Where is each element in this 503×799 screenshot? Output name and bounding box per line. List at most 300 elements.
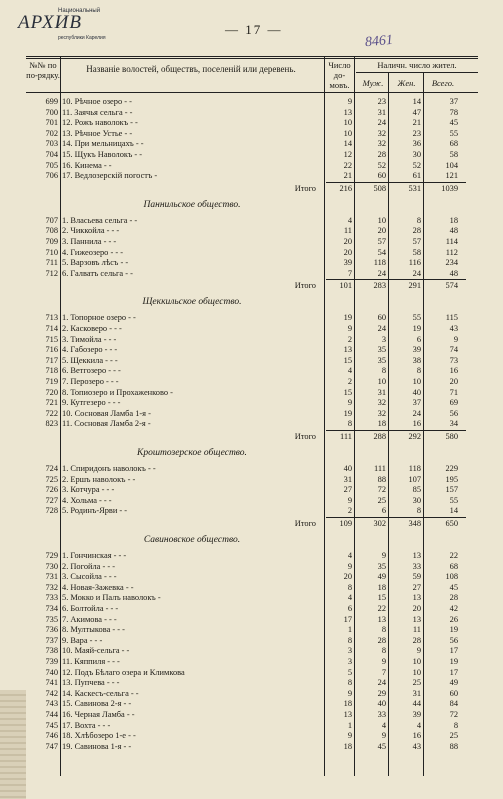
row-number: 729 <box>45 551 58 560</box>
settlement-name: 2. Погойла - - - <box>62 561 116 571</box>
female-count: 55 <box>412 313 421 323</box>
female-count: 4 <box>416 720 421 730</box>
male-count: 54 <box>377 247 386 257</box>
section-title: Савиновское общество. <box>143 535 241 545</box>
total-houses: 101 <box>339 281 352 291</box>
total-count: 74 <box>449 345 458 355</box>
row-number: 727 <box>45 495 58 505</box>
row-number: 710 <box>45 247 58 257</box>
row-number: 699 <box>45 97 58 106</box>
houses-count: 20 <box>343 237 352 246</box>
houses-count: 3 <box>347 646 352 656</box>
total-label: Итого <box>294 432 316 441</box>
settlement-name: 18. Хлѣбозеро 1-е - - <box>62 731 136 741</box>
row-number: 742 <box>45 688 58 698</box>
settlement-name: 2. Ершъ наволокъ - - <box>62 474 136 484</box>
male-count: 9 <box>381 657 386 666</box>
male-count: 111 <box>374 464 386 473</box>
table-row <box>26 656 478 667</box>
table-row <box>26 149 478 160</box>
total-row <box>26 518 478 529</box>
houses-count: 7 <box>347 268 352 278</box>
male-count: 8 <box>381 366 386 376</box>
settlement-name: 15. Савинова 2-я - - <box>62 699 132 709</box>
houses-count: 14 <box>343 139 352 149</box>
male-count: 7 <box>381 667 386 677</box>
female-count: 24 <box>412 268 421 278</box>
table-row <box>26 344 478 355</box>
row-number: 823 <box>45 419 58 429</box>
male-count: 29 <box>377 688 386 698</box>
male-count: 24 <box>377 324 386 333</box>
row-number: 714 <box>45 324 58 333</box>
houses-count: 13 <box>343 345 352 355</box>
table-top-rule <box>26 56 478 57</box>
male-count: 118 <box>373 258 386 268</box>
female-count: 28 <box>412 635 421 645</box>
houses-count: 2 <box>347 334 352 344</box>
total-count: 229 <box>445 464 458 473</box>
female-count: 36 <box>412 139 421 149</box>
female-count: 9 <box>416 646 421 656</box>
table-row <box>26 355 478 366</box>
settlement-name: 5. Мокко и Палъ наволокъ - <box>62 593 161 603</box>
male-count: 24 <box>377 268 386 278</box>
archive-stamp: 8461 <box>364 32 394 51</box>
table-row <box>26 128 478 139</box>
total-count: 17 <box>449 646 458 656</box>
female-count: 39 <box>412 710 421 719</box>
row-number: 711 <box>45 258 58 268</box>
houses-count: 10 <box>343 118 352 128</box>
female-count: 16 <box>412 419 421 429</box>
total-count: 114 <box>445 237 458 246</box>
female-count: 23 <box>412 128 421 138</box>
houses-count: 3 <box>347 657 352 666</box>
houses-count: 9 <box>347 731 352 741</box>
row-number: 746 <box>45 731 58 741</box>
male-count: 22 <box>377 604 386 613</box>
male-count: 25 <box>377 495 386 505</box>
female-count: 30 <box>412 150 421 159</box>
female-count: 38 <box>412 355 421 365</box>
male-count: 18 <box>377 582 386 592</box>
houses-count: 20 <box>343 247 352 257</box>
male-count: 24 <box>377 678 386 688</box>
houses-count: 1 <box>347 720 352 730</box>
male-count: 18 <box>377 419 386 429</box>
female-count: 59 <box>412 572 421 582</box>
total-count: 56 <box>449 635 458 645</box>
total-count: 16 <box>449 366 458 376</box>
row-number: 721 <box>45 398 58 408</box>
female-count: 19 <box>412 324 421 333</box>
total-count: 157 <box>445 485 458 495</box>
table-row <box>26 635 478 646</box>
row-number: 744 <box>45 710 58 719</box>
table-row <box>26 387 478 398</box>
female-count: 10 <box>412 657 421 666</box>
total-count: 20 <box>449 377 458 386</box>
row-number: 733 <box>45 593 58 603</box>
houses-count: 1 <box>347 625 352 635</box>
table-row <box>26 505 478 516</box>
houses-count: 13 <box>343 710 352 719</box>
male-count: 35 <box>377 561 386 571</box>
table-row <box>26 365 478 376</box>
female-count: 13 <box>412 593 421 603</box>
row-number: 707 <box>45 215 58 225</box>
settlement-name: 11. Сосновая Ламба 2-я - <box>62 419 151 429</box>
female-count: 44 <box>412 699 421 709</box>
houses-count: 9 <box>347 561 352 571</box>
settlement-name: 17. Вохта - - - <box>62 720 111 730</box>
header-total: Всего. <box>431 78 455 88</box>
total-all: 650 <box>445 519 458 528</box>
settlement-name: 2. Касковеро - - - <box>62 324 122 333</box>
table-row <box>26 138 478 149</box>
settlement-name: 8. Топиозеро и Прохаженково - <box>62 387 173 397</box>
houses-count: 8 <box>347 419 352 429</box>
total-count: 45 <box>449 582 458 592</box>
female-count: 6 <box>416 334 421 344</box>
settlement-name: 6. Ветгозеро - - - <box>62 366 121 376</box>
total-all: 574 <box>445 281 458 291</box>
total-count: 14 <box>449 506 458 516</box>
houses-count: 19 <box>343 313 352 323</box>
total-count: 8 <box>453 720 458 730</box>
settlement-name: 15. Щукъ Наволокъ - - <box>62 150 143 159</box>
settlement-name: 3. Котчура - - - <box>62 485 115 495</box>
section-title: Паннильское общество. <box>143 199 241 210</box>
total-count: 55 <box>449 128 458 138</box>
male-count: 8 <box>381 646 386 656</box>
table-row <box>26 96 478 107</box>
houses-count: 31 <box>343 474 352 484</box>
male-count: 33 <box>377 710 386 719</box>
row-number: 726 <box>45 485 58 495</box>
total-label: Итого <box>294 183 316 193</box>
total-count: 71 <box>449 387 458 397</box>
houses-count: 22 <box>343 160 352 170</box>
female-count: 40 <box>412 387 421 397</box>
settlement-name: 12. Подъ Бѣлаго озера и Климкова <box>62 667 185 677</box>
female-count: 39 <box>412 345 421 355</box>
settlement-name: 14. При мельницахъ - - <box>62 139 144 149</box>
female-count: 58 <box>412 247 421 257</box>
table-row <box>26 215 478 226</box>
row-number: 715 <box>45 334 58 344</box>
male-count: 32 <box>377 408 386 418</box>
header-bottom-rule <box>26 92 478 93</box>
row-number: 735 <box>45 614 58 624</box>
header-name: Названіе волостей, обществъ, поселеній или деревень. <box>86 64 296 74</box>
female-count: 31 <box>412 688 421 698</box>
settlement-name: 5. Варзовъ лѣсъ - - <box>62 258 129 268</box>
male-count: 40 <box>377 699 386 709</box>
total-male: 283 <box>373 281 386 291</box>
table-row <box>26 688 478 699</box>
female-count: 11 <box>412 625 421 635</box>
male-count: 35 <box>377 345 386 355</box>
table-row <box>26 160 478 171</box>
total-count: 43 <box>449 324 458 333</box>
houses-count: 11 <box>343 226 352 236</box>
total-all: 580 <box>445 432 458 441</box>
total-male: 508 <box>373 183 386 193</box>
logo-caption: Национальный <box>58 8 101 14</box>
settlement-name: 3. Паннила - - - <box>62 237 117 246</box>
male-count: 9 <box>381 551 386 560</box>
houses-count: 19 <box>343 408 352 418</box>
table-row <box>26 495 478 506</box>
houses-count: 9 <box>347 688 352 698</box>
settlement-name: 4. Новая-Зажевка - - <box>62 582 134 592</box>
male-count: 10 <box>377 215 386 225</box>
female-count: 118 <box>408 464 421 473</box>
male-count: 31 <box>377 387 386 397</box>
table-row <box>26 667 478 678</box>
total-houses: 111 <box>340 432 352 441</box>
row-number: 716 <box>45 345 58 355</box>
female-count: 21 <box>412 118 421 128</box>
houses-count: 13 <box>343 107 352 117</box>
total-female: 292 <box>408 432 421 441</box>
male-count: 31 <box>377 107 386 117</box>
total-female: 348 <box>408 519 421 528</box>
total-count: 68 <box>449 139 458 149</box>
female-count: 47 <box>412 107 421 117</box>
female-count: 107 <box>408 474 421 484</box>
row-number: 741 <box>45 678 58 688</box>
header-no: №№ по по-рядку. <box>26 60 60 80</box>
female-count: 37 <box>412 398 421 408</box>
settlement-name: 8. Мултыкова - - - <box>62 625 125 635</box>
row-number: 725 <box>45 474 58 484</box>
male-count: 9 <box>381 731 386 741</box>
settlement-name: 12. Рожъ наволокъ - - <box>62 118 138 128</box>
table-row <box>26 418 478 429</box>
row-number: 700 <box>45 107 58 117</box>
total-female: 531 <box>408 183 421 193</box>
settlement-name: 19. Савинова 1-я - - <box>62 741 132 751</box>
houses-count: 9 <box>347 324 352 333</box>
table-row <box>26 698 478 709</box>
total-houses: 216 <box>339 183 352 193</box>
table-row <box>26 709 478 720</box>
male-count: 72 <box>377 485 386 495</box>
row-number: 739 <box>45 657 58 666</box>
settlement-name: 1. Спиридонъ наволокъ - - <box>62 464 156 473</box>
total-count: 49 <box>449 678 458 688</box>
total-count: 18 <box>449 215 458 225</box>
female-count: 10 <box>412 377 421 386</box>
row-number: 732 <box>45 582 58 592</box>
row-number: 704 <box>45 150 58 159</box>
table-row <box>26 334 478 345</box>
row-number: 728 <box>45 506 58 516</box>
total-row <box>26 431 478 442</box>
table-row <box>26 323 478 334</box>
houses-count: 39 <box>343 258 352 268</box>
total-male: 288 <box>373 432 386 441</box>
male-count: 32 <box>377 139 386 149</box>
total-count: 88 <box>449 741 458 751</box>
table-row <box>26 225 478 236</box>
female-count: 27 <box>412 582 421 592</box>
male-count: 49 <box>377 572 386 582</box>
row-number: 718 <box>45 366 58 376</box>
houses-count: 18 <box>343 699 352 709</box>
settlement-name: 5. Родинъ-Ярви - - <box>62 506 128 516</box>
table-row <box>26 408 478 419</box>
table-row <box>26 474 478 485</box>
male-count: 4 <box>381 720 386 730</box>
row-number: 737 <box>45 635 58 645</box>
houses-count: 9 <box>347 495 352 505</box>
table-row <box>26 268 478 279</box>
houses-count: 18 <box>343 741 352 751</box>
table-row <box>26 312 478 323</box>
total-count: 69 <box>449 398 458 408</box>
row-number: 708 <box>45 226 58 236</box>
total-row <box>26 183 478 194</box>
settlement-name: 13. Пупчева - - - <box>62 678 120 688</box>
total-count: 84 <box>449 699 458 709</box>
table-row <box>26 376 478 387</box>
row-number: 724 <box>45 464 58 473</box>
total-count: 34 <box>449 419 458 429</box>
total-count: 19 <box>449 657 458 666</box>
total-row <box>26 280 478 291</box>
settlement-name: 11. Заячья сельга - - <box>62 107 133 117</box>
logo-subcaption: республики Карелия <box>58 35 106 41</box>
female-count: 8 <box>416 366 421 376</box>
total-count: 25 <box>449 731 458 741</box>
male-count: 10 <box>377 377 386 386</box>
total-count: 68 <box>449 561 458 571</box>
table-row <box>26 484 478 495</box>
total-count: 48 <box>449 268 458 278</box>
row-number: 738 <box>45 646 58 656</box>
houses-count: 8 <box>347 635 352 645</box>
table-row <box>26 463 478 474</box>
header-female: Жен. <box>397 78 416 88</box>
row-number: 706 <box>45 171 58 181</box>
female-count: 16 <box>412 731 421 741</box>
total-houses: 109 <box>339 519 352 528</box>
logo-title: АРХИВ <box>18 12 82 33</box>
settlement-name: 16. Черная Ламба - - <box>62 710 135 719</box>
female-count: 43 <box>412 741 421 751</box>
male-count: 8 <box>381 625 386 635</box>
houses-count: 4 <box>347 551 352 560</box>
male-count: 28 <box>377 635 386 645</box>
houses-count: 15 <box>343 387 352 397</box>
settlement-name: 16. Кинема - - <box>62 160 112 170</box>
houses-count: 2 <box>347 506 352 516</box>
total-count: 115 <box>445 313 458 323</box>
settlement-name: 7. Акимова - - - <box>62 614 117 624</box>
female-count: 52 <box>412 160 421 170</box>
male-count: 32 <box>377 128 386 138</box>
male-count: 35 <box>377 355 386 365</box>
female-count: 8 <box>416 506 421 516</box>
female-count: 8 <box>416 215 421 225</box>
total-count: 72 <box>449 710 458 719</box>
total-count: 195 <box>445 474 458 484</box>
houses-count: 5 <box>347 667 352 677</box>
archive-logo <box>4 2 114 44</box>
total-count: 22 <box>449 551 458 560</box>
female-count: 33 <box>412 561 421 571</box>
houses-count: 17 <box>343 614 352 624</box>
row-number: 745 <box>45 720 58 730</box>
settlement-name: 5. Щеккила - - - <box>62 355 118 365</box>
total-label: Итого <box>294 281 316 291</box>
male-count: 24 <box>377 118 386 128</box>
total-count: 104 <box>445 160 458 170</box>
female-count: 61 <box>412 171 421 181</box>
row-number: 719 <box>45 377 58 386</box>
row-number: 730 <box>45 561 58 571</box>
houses-count: 27 <box>343 485 352 495</box>
table-row <box>26 257 478 268</box>
settlement-name: 10. Маяй-сельга - - <box>62 646 130 656</box>
section-title: Щеккильское общество. <box>142 297 242 308</box>
total-count: 42 <box>449 604 458 613</box>
total-count: 121 <box>445 171 458 181</box>
settlement-name: 4. Гижеозеро - - - <box>62 247 124 257</box>
settlement-name: 9. Вара - - - <box>62 635 103 645</box>
row-number: 720 <box>45 387 58 397</box>
houses-count: 4 <box>347 366 352 376</box>
row-number: 743 <box>45 699 58 709</box>
male-count: 57 <box>377 237 386 246</box>
total-count: 9 <box>453 334 458 344</box>
row-number: 722 <box>45 408 58 418</box>
total-count: 60 <box>449 688 458 698</box>
houses-count: 8 <box>347 678 352 688</box>
female-count: 85 <box>412 485 421 495</box>
table-row <box>26 170 478 181</box>
total-count: 234 <box>445 258 458 268</box>
total-count: 108 <box>445 572 458 582</box>
total-count: 37 <box>449 97 458 106</box>
table-row <box>26 603 478 614</box>
settlement-name: 6. Галватъ сельга - - <box>62 268 133 278</box>
female-count: 20 <box>412 604 421 613</box>
total-male: 302 <box>373 519 386 528</box>
table-row <box>26 117 478 128</box>
houses-count: 4 <box>347 215 352 225</box>
female-count: 10 <box>412 667 421 677</box>
houses-count: 6 <box>347 604 352 613</box>
table-row <box>26 582 478 593</box>
female-count: 30 <box>412 495 421 505</box>
houses-count: 2 <box>347 377 352 386</box>
settlement-name: 1. Гончинская - - - <box>62 551 127 560</box>
houses-count: 15 <box>343 355 352 365</box>
settlement-name: 17. Ведлозерскій погостъ - <box>62 171 158 181</box>
settlement-name: 7. Перозеро - - - <box>62 377 119 386</box>
table-top-rule-2 <box>26 58 478 59</box>
total-count: 28 <box>449 593 458 603</box>
table-row <box>26 730 478 741</box>
female-count: 25 <box>412 678 421 688</box>
row-number: 731 <box>45 572 58 582</box>
table-row <box>26 645 478 656</box>
